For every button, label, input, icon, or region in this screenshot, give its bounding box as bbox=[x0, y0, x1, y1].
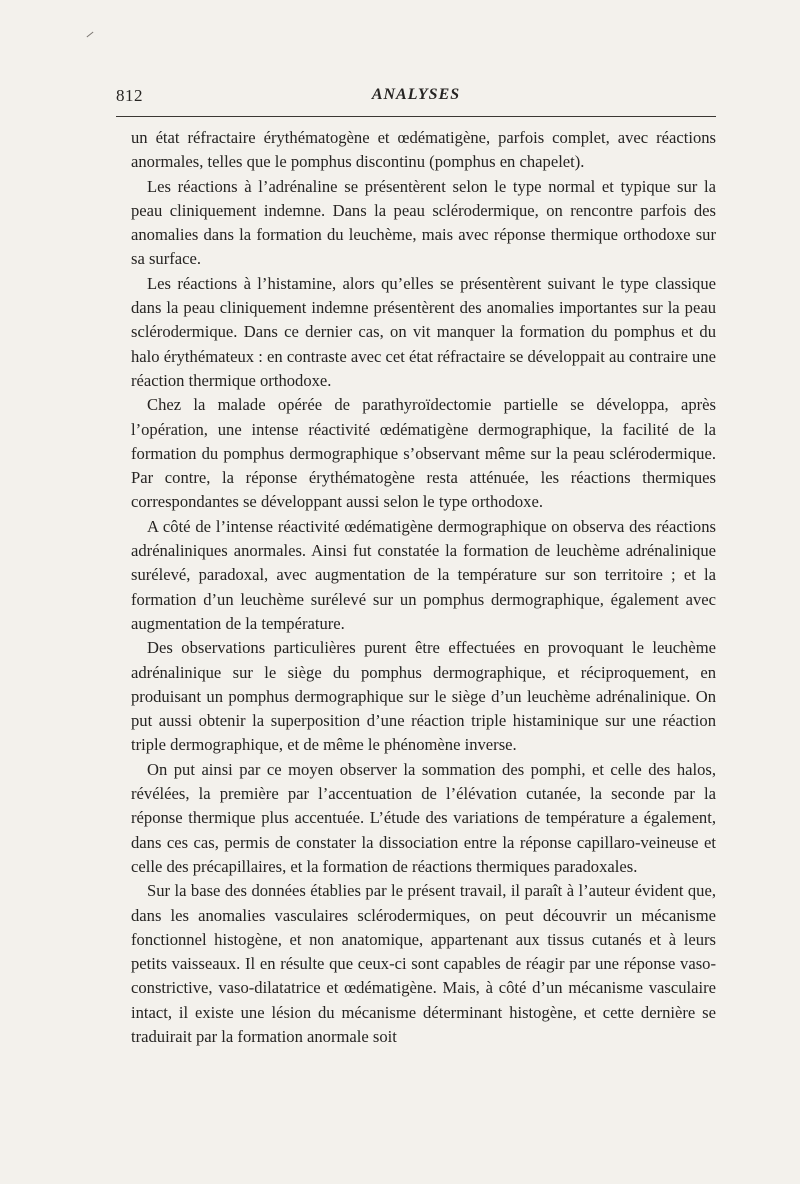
paragraph: Sur la base des données établies par le présent travail, il paraît à l’auteur évident que, dans les anomalies vasculaires sclérodermiques, on peut découvrir un mécanisme fonctionnel histogène, et non anatomique, appartenant aux tissus cutanés et à leurs petits vaisseaux. Il en résulte que ceux-ci sont capables de réagir par une réponse vaso-constrictive, vaso-dilatatrice et œdématigène. Mais, à côté d’un mécanisme vasculaire intact, il existe une lésion du mécanisme déterminant histogène, et cette dernière se traduirait par la formation anormale soit bbox=[131, 881, 716, 1046]
running-title: ANALYSES bbox=[371, 86, 461, 103]
paragraph: Les réactions à l’histamine, alors qu’elles se présentèrent suivant le type classique dans la peau cliniquement indemne présentèrent des anomalies importantes sur la peau sclérodermique. Dans ce dernier cas, on vit manquer la formation du pomphus et du halo érythémateux : en contraste avec cet état réfractaire se développait au contraire une réaction thermique orthodoxe. bbox=[131, 273, 716, 390]
page-header bbox=[116, 86, 716, 110]
paragraph: Chez la malade opérée de parathyroïdectomie partielle se développa, après l’opération, une intense réactivité œdématigène dermographique, la facilité de la formation du pomphus dermographique s’observant même sur la peau sclérodermique. Par contre, la réponse érythématogène resta atténuée, les réactions thermiques correspondantes se développant aussi selon le type orthodoxe. bbox=[131, 395, 716, 512]
paragraph: A côté de l’intense réactivité œdématigène dermographique on observa des réactions adrénaliniques anormales. Ainsi fut constatée la formation de leuchème adrénalinique surélevé, paradoxal, avec augmentation de la température sur son territoire ; et la formation d’un leuchème surélevé sur un pomphus dermographique, également avec augmentation de la température. bbox=[131, 516, 716, 633]
paragraph: Les réactions à l’adrénaline se présentèrent selon le type normal et typique sur la peau cliniquement indemne. Dans la peau sclérodermique, on rencontre parfois des anomalies dans la formation du leuchème, mais avec réponse thermique orthodoxe sur sa surface. bbox=[131, 176, 716, 269]
paragraph: On put ainsi par ce moyen observer la sommation des pomphi, et celle des halos, révélées, la première par l’accentuation de l’élévation cutanée, la seconde par la réponse thermique plus accentuée. L’étude des variations de température a également, dans ces cas, permis de constater la dissociation entre la réponse capillaro-veineuse et celle des précapillaires, et la formation de réactions thermiques paradoxales. bbox=[131, 759, 716, 876]
paragraph: Des observations particulières purent être effectuées en provoquant le leuchème adrénalinique sur le siège du pomphus dermographique, et réciproquement, en produisant un pomphus dermographique sur le siège d’un leuchème adrénalinique. On put aussi obtenir la superposition d’une réaction triple histaminique sur une réaction triple dermographique, et de même le phénomène inverse. bbox=[131, 638, 716, 755]
paragraph: un état réfractaire érythématogène et œdématigène, parfois complet, avec réactions anormales, telles que le pomphus discontinu (pomphus en chapelet). bbox=[131, 128, 716, 172]
body-text bbox=[131, 126, 716, 1049]
page-number: 812 bbox=[116, 86, 143, 105]
header-rule bbox=[116, 116, 716, 117]
stray-ink-mark bbox=[87, 32, 94, 38]
